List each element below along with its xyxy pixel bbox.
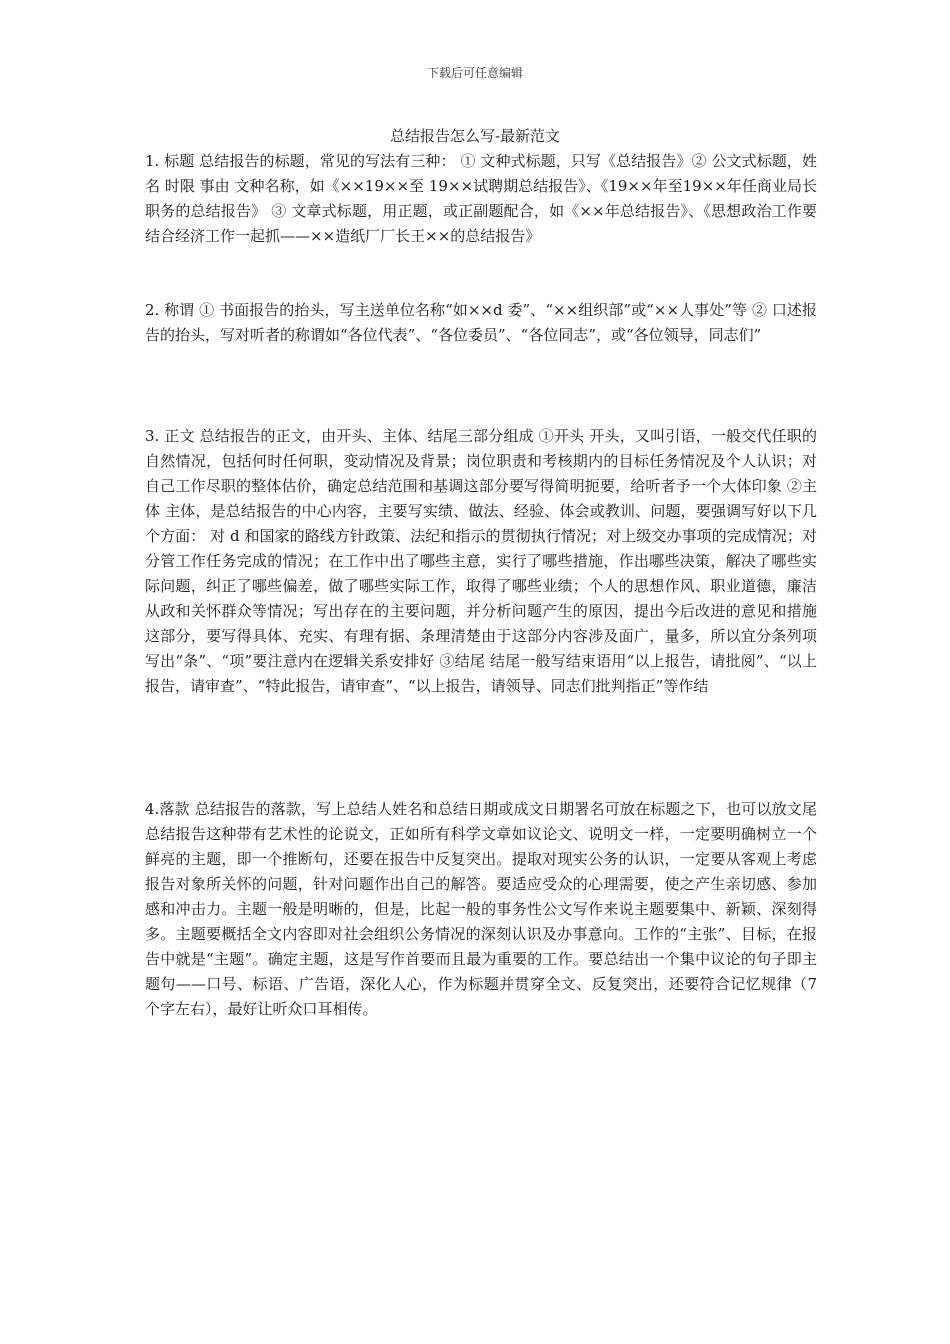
paragraph-signature-section: 4.落款 总结报告的落款，写上总结人姓名和总结日期或成文日期署名可放在标题之下，也可以放文尾 总结报告这种带有艺术性的论说文，正如所有科学文章如议论文、说明文一样，一定要明确树立一个鲜亮的主题，即一个推断句，还要在报告中反复突出。提取对现实公务的认识，一定要从客观上考虑报告对象所关怀的问题，针对问题作出自己的解答。要适应受众的心理需要，使之产生亲切感、参加感和冲击力。主题一般是明晰的，但是，比起一般的事务性公文写作来说主题要集中、新颖、深刻得多。主题要概括全文内容即对社会组织公务情况的深刻认识及办事意向。工作的“主张”、目标，在报告中就是“主题”。确定主题，这是写作首要而且最为重要的工作。要总结出一个集中议论的句子即主题句——口号、标语、广告语，深化人心，作为标题并贯穿全文、反复突出，还要符合记忆规律（7 个字左右），最好让听众口耳相传。 (145, 800, 817, 1018)
paragraph-salutation-section: 2. 称谓 ① 书面报告的抬头，写主送单位名称“如××d 委”、“××组织部”或“××人事处”等 ② 口述报告的抬头，写对听者的称谓如“各位代表”、“各位委员”、“各位同志”，或“各位领导，同志们” (145, 301, 817, 344)
paragraph-title-section: 1. 标题 总结报告的标题，常见的写法有三种： ① 文种式标题，只写《总结报告》② 公文式标题，姓名 时限 事由 文种名称，如《××19××至 19××试聘期总结报告》、《19××年至19××年任商业局长职务的总结报告》 ③ 文章式标题，用正题，或正副题配合，如《××年总结报告》、《思想政治工作要结合经济工作一起抓——××造纸厂厂长王××的总结报告》 (145, 152, 817, 245)
header-note: 下载后可任意编辑 (426, 66, 523, 80)
paragraph-body-section: 3. 正文 总结报告的正文，由开头、主体、结尾三部分组成 ①开头 开头，又叫引语，一般交代任职的自然情况，包括何时任何职，变动情况及背景；岗位职责和考核期内的目标任务情况及个人认识；对自己工作尽职的整体估价，确定总结范围和基调这部分要写得简明扼要，给听者予一个大体印象 ②主体 主体，是总结报告的中心内容，主要写实绩、做法、经验、体会或教训、问题，要强调写好以下几个方面： 对 d 和国家的路线方针政策、法纪和指示的贯彻执行情况；对上级交办事项的完成情况；对分管工作任务完成的情况；在工作中出了哪些主意，实行了哪些措施，作出哪些决策，解决了哪些实际问题，纠正了哪些偏差，做了哪些实际工作，取得了哪些业绩；个人的思想作风、职业道德，廉洁从政和关怀群众等情况；写出存在的主要问题，并分析问题产生的原因，提出今后改进的意见和措施 这部分，要写得具体、充实、有理有据、条理清楚由于这部分内容涉及面广，量多，所以宜分条列项写出“条”、“项”要注意内在逻辑关系安排好 ③结尾 结尾一般写结束语用“以上报告，请批阅”、“以上报告，请审查”、“特此报告，请审查”、“以上报告，请领导、同志们批判指正”等作结 (145, 427, 817, 695)
document-title: 总结报告怎么写-最新范文 (389, 127, 561, 145)
